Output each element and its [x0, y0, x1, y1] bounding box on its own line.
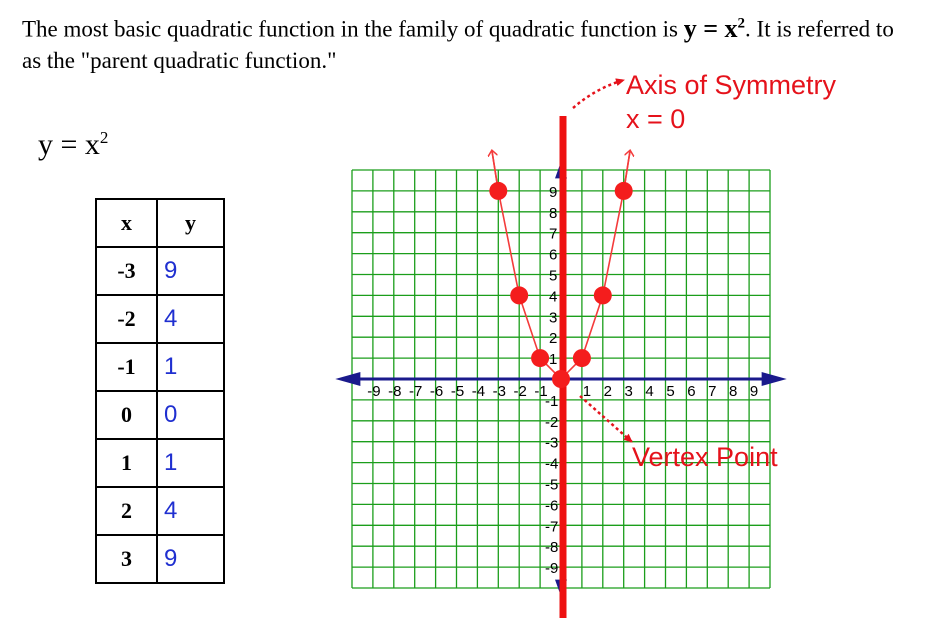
cell-x: -3	[96, 247, 157, 295]
x-tick-label: 3	[624, 383, 633, 400]
x-tick-label: 2	[603, 383, 612, 400]
x-tick-label: -3	[492, 383, 506, 400]
data-point	[531, 349, 549, 367]
cell-x: 2	[96, 487, 157, 535]
x-tick-label: -4	[471, 383, 486, 400]
x-tick-label: -8	[388, 383, 402, 400]
x-tick-label: -7	[409, 383, 423, 400]
x-tick-label: 9	[749, 383, 759, 400]
curve-arrow-left	[492, 151, 497, 184]
y-tick-label: -6	[545, 497, 559, 515]
cell-y: 1	[157, 439, 224, 487]
x-tick-label: 6	[687, 383, 696, 400]
x-axis-arrow-right	[762, 372, 787, 386]
cell-x: -1	[96, 343, 157, 391]
cell-x: 0	[96, 391, 157, 439]
vertex-annotation-label: Vertex Point	[632, 442, 778, 472]
y-tick-label: 1	[549, 351, 558, 369]
x-tick-label: -9	[367, 383, 381, 400]
y-tick-label: -7	[545, 518, 559, 536]
cell-y: 9	[157, 535, 224, 583]
data-point	[489, 182, 507, 200]
x-tick-label: 1	[582, 383, 592, 400]
x-tick-label: -2	[513, 383, 527, 400]
x-axis-arrow-left	[335, 372, 360, 386]
cell-x: -2	[96, 295, 157, 343]
axis-annotation-eq: x = 0	[626, 104, 686, 134]
y-tick-label: 6	[549, 246, 558, 264]
cell-y: 0	[157, 391, 224, 439]
annotations	[573, 70, 837, 472]
curve-arrow-right	[625, 151, 630, 184]
y-tick-label: 2	[549, 330, 558, 348]
y-tick-label: 3	[549, 309, 558, 327]
y-tick-label: -2	[545, 413, 559, 431]
y-tick-label: -4	[545, 455, 559, 473]
y-tick-label: -9	[545, 560, 559, 578]
y-tick-label: -5	[545, 476, 559, 494]
y-tick-label: 4	[549, 288, 558, 306]
data-point	[615, 182, 633, 200]
x-tick-label: 7	[708, 383, 717, 400]
cell-y: 4	[157, 295, 224, 343]
x-tick-label: 4	[645, 383, 654, 400]
cell-y: 1	[157, 343, 224, 391]
intro-equation: $y = x^2$	[683, 13, 746, 43]
y-tick-label: 8	[549, 204, 558, 222]
y-tick-label: 9	[549, 183, 558, 201]
data-point	[510, 286, 528, 304]
x-tick-label: 5	[666, 383, 675, 400]
y-tick-label: 5	[549, 267, 558, 285]
x-tick-label: -1	[534, 383, 548, 400]
cell-y: 4	[157, 487, 224, 535]
y-tick-label: -3	[545, 434, 559, 452]
intro-text-end: . It is referred to as the "parent quadratic function."	[22, 16, 894, 73]
header-y: y	[157, 199, 224, 247]
intro-text-start: The most basic quadratic function in the family of quadratic function is	[22, 16, 684, 42]
data-point	[552, 370, 570, 388]
cell-y: 9	[157, 247, 224, 295]
data-point	[573, 349, 591, 367]
axis-annotation-title: Axis of Symmetry	[626, 70, 837, 100]
x-tick-label: 8	[729, 383, 738, 400]
y-tick-label: -8	[545, 539, 559, 557]
cell-x: 1	[96, 439, 157, 487]
axis-annotation-pointer	[573, 80, 624, 108]
equation-label: $y = x^2$	[38, 128, 109, 161]
y-tick-label: 7	[549, 225, 558, 243]
cell-x: 3	[96, 535, 157, 583]
x-tick-label: -5	[450, 383, 465, 400]
data-point	[594, 286, 612, 304]
x-tick-label: -6	[429, 383, 444, 400]
header-x: x	[96, 199, 157, 247]
y-tick-label: -1	[545, 392, 559, 410]
